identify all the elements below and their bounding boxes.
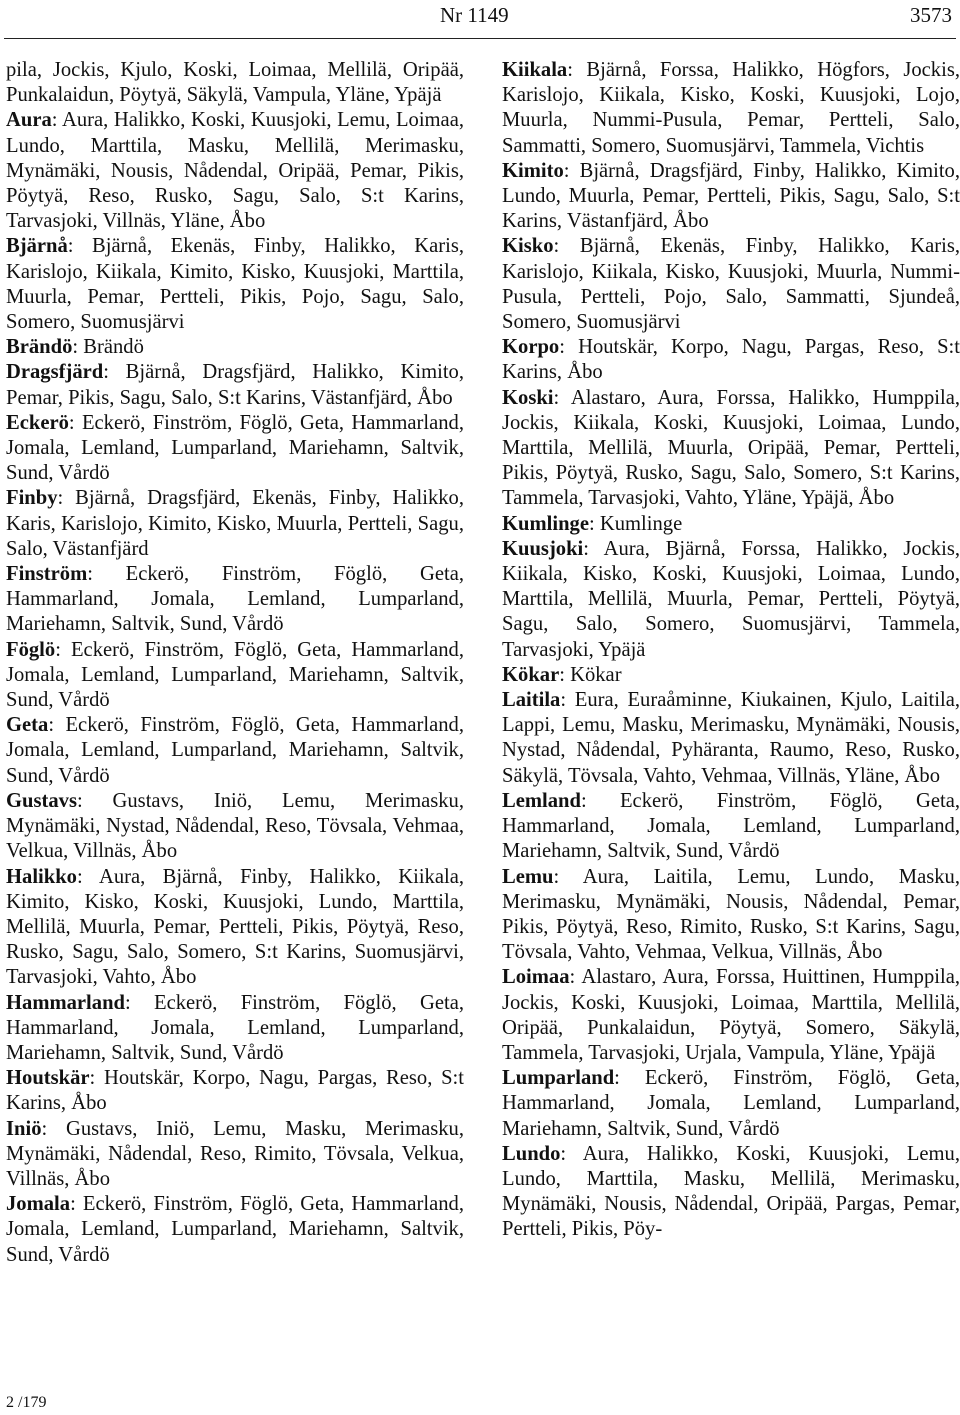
municipality-list: Kökar	[570, 663, 622, 686]
municipality-entry	[502, 1142, 960, 1243]
entry-separator: :	[560, 689, 575, 712]
municipality-entry	[502, 688, 960, 789]
entry-separator: :	[583, 537, 604, 560]
entry-separator: :	[125, 991, 154, 1014]
municipality-list: Alastaro, Aura, Forssa, Halikko, Humppila, Jockis, Kiikala, Koski, Kuusjoki, Loimaa, Lundo, Marttila, Mellilä, Muurla, Oripää, Pemar, Pertteli, Pikis, Pöytyä, Rusko, Sagu, Salo, Somero, S:t Karins, Tammela, Tarvasjoki, Vahto, Yläne, Ypäjä, Åbo	[502, 386, 960, 510]
municipality-name: Lundo	[502, 1142, 561, 1165]
entry-separator: :	[588, 512, 600, 535]
entry-separator: :	[569, 966, 582, 989]
municipality-entry	[6, 713, 464, 789]
municipality-list: Bjärnå, Dragsfjärd, Ekenäs, Finby, Halikko, Karis, Karislojo, Kimito, Kisko, Muurla, Pertteli, Sagu, Salo, Västanfjärd	[6, 487, 464, 560]
municipality-entry	[6, 789, 464, 865]
municipality-name: Kuusjoki	[502, 537, 584, 560]
municipality-list: Houtskär, Korpo, Nagu, Pargas, Reso, S:t Karins, Åbo	[6, 1067, 464, 1115]
municipality-list: Bjärnå, Ekenäs, Finby, Halikko, Karis, Karislojo, Kiikala, Kisko, Kuusjoki, Muurla, Nummi-Pusula, Pertteli, Pojo, Salo, Sammatti, Sjundeå, Somero, Suomusjärvi	[502, 235, 960, 334]
municipality-name: Kisko	[502, 235, 554, 258]
municipality-entry	[502, 663, 960, 688]
entry-separator: :	[41, 1117, 66, 1140]
entry-separator: :	[48, 714, 66, 737]
entry-separator: :	[76, 865, 99, 888]
municipality-name: Finström	[6, 563, 88, 586]
municipality-entry	[6, 335, 464, 360]
municipality-list: Bjärnå, Forssa, Halikko, Högfors, Jockis, Karislojo, Kiikala, Kisko, Koski, Kuusjoki, Lojo, Muurla, Nummi-Pusula, Pemar, Pertteli, Salo, Sammatti, Somero, Suomusjärvi, Tammela, Vichtis	[502, 59, 960, 157]
municipality-name: Kimito	[502, 159, 564, 182]
municipality-list: Aura, Bjärnå, Finby, Halikko, Kiikala, Kimito, Kisko, Koski, Kuusjoki, Lundo, Marttila, Mellilä, Muurla, Pemar, Pertteli, Pikis, Pöytyä, Reso, Rusko, Sagu, Salo, Somero, S:t Karins, Suomusjärvi, Tarvasjoki, Vahto, Åbo	[6, 865, 465, 989]
header-divider	[4, 38, 956, 39]
municipality-list: Aura, Laitila, Lemu, Lundo, Masku, Merimasku, Mynämäki, Nousis, Nådendal, Pemar, Pikis, Pöytyä, Reso, Rimito, Rusko, S:t Karins, Sagu, Tövsala, Vahto, Vehmaa, Velkua, Villnäs, Åbo	[502, 865, 960, 964]
entry-separator: :	[553, 235, 580, 258]
municipality-name: Eckerö	[6, 411, 69, 434]
entry-separator: :	[76, 789, 113, 812]
municipality-entry	[6, 1192, 464, 1268]
municipality-list: Alastaro, Aura, Forssa, Huittinen, Humppila, Jockis, Koski, Kuusjoki, Loimaa, Marttila, Mellilä, Oripää, Punkalaidun, Pöytyä, Somero, Säkylä, Tammela, Tarvasjoki, Urjala, Vampula, Yläne, Ypäjä	[502, 966, 960, 1064]
municipality-entry	[502, 159, 960, 235]
municipality-name: Korpo	[502, 336, 560, 359]
entry-separator: :	[51, 109, 62, 132]
municipality-entry	[502, 537, 960, 663]
entry-separator: :	[57, 487, 76, 510]
municipality-name: Iniö	[6, 1117, 42, 1140]
issue-number: Nr 1149	[440, 3, 509, 27]
municipality-name: Houtskär	[6, 1067, 90, 1090]
entry-separator: :	[559, 663, 571, 686]
municipality-list: Eckerö, Finström, Föglö, Geta, Hammarland, Jomala, Lemland, Lumparland, Mariehamn, Saltvik, Sund, Vårdö	[6, 563, 464, 636]
municipality-list: Aura, Halikko, Koski, Kuusjoki, Lemu, Loimaa, Lundo, Marttila, Masku, Mellilä, Merimasku, Mynämäki, Nousis, Nådendal, Oripää, Pemar, Pikis, Pöytyä, Reso, Rusko, Sagu, Salo, S:t Karins, Tarvasjoki, Villnäs, Yläne, Åbo	[6, 109, 464, 233]
municipality-entry	[6, 58, 464, 108]
municipality-list: Bjärnå, Dragsfjärd, Finby, Halikko, Kimito, Lundo, Muurla, Pemar, Pertteli, Pikis, Sagu, Salo, S:t Karins, Västanfjärd, Åbo	[502, 159, 960, 233]
municipality-entry	[502, 386, 960, 512]
municipality-name: Loimaa	[502, 966, 570, 989]
right-column	[502, 58, 960, 1243]
municipality-name: Kökar	[502, 663, 560, 686]
municipality-entry	[6, 486, 464, 562]
municipality-entry	[502, 789, 960, 865]
footer-page-ref: 2 /179	[6, 1394, 47, 1411]
municipality-list: Gustavs, Iniö, Lemu, Merimasku, Mynämäki, Nystad, Nådendal, Reso, Tövsala, Vehmaa, Velkua, Villnäs, Åbo	[6, 789, 464, 863]
municipality-entry	[502, 865, 960, 966]
municipality-entry	[6, 991, 464, 1067]
municipality-name: Geta	[6, 714, 49, 737]
entry-separator: :	[567, 59, 587, 81]
municipality-entry	[502, 335, 960, 385]
municipality-name: Föglö	[6, 638, 56, 661]
municipality-name: Jomala	[6, 1193, 71, 1216]
municipality-list: Eckerö, Finström, Föglö, Geta, Hammarland, Jomala, Lemland, Lumparland, Mariehamn, Saltvik, Sund, Vårdö	[502, 1067, 960, 1140]
municipality-entry	[6, 638, 464, 714]
entry-separator: :	[580, 789, 620, 812]
municipality-name: Lumparland	[502, 1067, 615, 1090]
entry-separator: :	[89, 1067, 105, 1090]
municipality-name: Aura	[6, 109, 52, 132]
municipality-name: Koski	[502, 386, 554, 409]
municipality-entry	[6, 411, 464, 487]
municipality-entry	[6, 865, 464, 991]
municipality-entry	[6, 1066, 464, 1116]
municipality-entry	[502, 512, 960, 537]
municipality-list: pila, Jockis, Kjulo, Koski, Loimaa, Mellilä, Oripää, Punkalaidun, Pöytyä, Säkylä, Vampula, Yläne, Ypäjä	[6, 59, 464, 107]
entry-separator: :	[87, 563, 126, 586]
municipality-name: Kumlinge	[502, 512, 589, 535]
municipality-name: Dragsfjärd	[6, 361, 104, 384]
municipality-name: Kiikala	[502, 59, 568, 81]
municipality-list: Bjärnå, Ekenäs, Finby, Halikko, Karis, Karislojo, Kiikala, Kimito, Kisko, Kuusjoki, Marttila, Muurla, Pemar, Pertteli, Pikis, Pojo, Sagu, Salo, Somero, Suomusjärvi	[6, 235, 464, 334]
municipality-list: Eckerö, Finström, Föglö, Geta, Hammarland, Jomala, Lemland, Lumparland, Mariehamn, Saltvik, Sund, Vårdö	[6, 991, 464, 1064]
municipality-list: Gustavs, Iniö, Lemu, Masku, Merimasku, Mynämäki, Nådendal, Reso, Rimito, Tövsala, Velkua, Villnäs, Åbo	[6, 1117, 464, 1190]
municipality-list: Eckerö, Finström, Föglö, Geta, Hammarland, Jomala, Lemland, Lumparland, Mariehamn, Saltvik, Sund, Vårdö	[6, 638, 464, 712]
municipality-name: Brändö	[6, 336, 73, 359]
municipality-entry	[502, 58, 960, 159]
entry-separator: :	[72, 336, 84, 359]
municipality-entry	[6, 234, 464, 335]
municipality-list: Bjärnå, Dragsfjärd, Halikko, Kimito, Pemar, Pikis, Sagu, Salo, S:t Karins, Västanfjärd, Åbo	[6, 361, 464, 409]
municipality-name: Halikko	[6, 865, 77, 888]
entry-separator: :	[103, 361, 126, 384]
municipality-name: Laitila	[502, 689, 561, 712]
entry-separator: :	[68, 411, 82, 434]
municipality-name: Lemland	[502, 789, 581, 812]
municipality-list: Kumlinge	[599, 512, 683, 535]
entry-separator: :	[553, 386, 571, 409]
municipality-entry	[502, 965, 960, 1066]
municipality-list: Eckerö, Finström, Föglö, Geta, Hammarland, Jomala, Lemland, Lumparland, Mariehamn, Saltvik, Sund, Vårdö	[502, 789, 960, 863]
entry-separator: :	[560, 1142, 583, 1165]
municipality-entry	[6, 108, 464, 234]
entry-separator: :	[67, 235, 93, 258]
municipality-list: Aura, Halikko, Koski, Kuusjoki, Lemu, Lundo, Marttila, Masku, Mellilä, Merimasku, Mynämäki, Nousis, Nådendal, Oripää, Pargas, Pemar, Pertteli, Pikis, Pöy-	[502, 1142, 960, 1241]
municipality-name: Finby	[6, 487, 58, 510]
municipality-list: Houtskär, Korpo, Nagu, Pargas, Reso, S:t Karins, Åbo	[502, 336, 960, 384]
municipality-entry	[502, 1066, 960, 1142]
municipality-entry	[6, 1117, 464, 1193]
municipality-entry	[6, 360, 464, 410]
entry-separator: :	[70, 1193, 83, 1216]
municipality-name: Bjärnå	[6, 235, 68, 258]
municipality-entry	[502, 234, 960, 335]
municipality-list: Brändö	[83, 336, 144, 359]
municipality-list: Eckerö, Finström, Föglö, Geta, Hammarland, Jomala, Lemland, Lumparland, Mariehamn, Saltvik, Sund, Vårdö	[6, 1193, 464, 1266]
municipality-name: Lemu	[502, 865, 554, 888]
municipality-entry	[6, 562, 464, 638]
entry-separator: :	[553, 865, 583, 888]
entry-separator: :	[614, 1067, 645, 1090]
municipality-name: Gustavs	[6, 789, 77, 812]
entry-separator: :	[559, 336, 579, 359]
left-column	[6, 58, 464, 1268]
municipality-name: Hammarland	[6, 991, 125, 1014]
municipality-list: Eckerö, Finström, Föglö, Geta, Hammarland, Jomala, Lemland, Lumparland, Mariehamn, Saltvik, Sund, Vårdö	[6, 714, 464, 787]
municipality-list: Eckerö, Finström, Föglö, Geta, Hammarland, Jomala, Lemland, Lumparland, Mariehamn, Saltvik, Sund, Vårdö	[6, 411, 464, 485]
municipality-list: Eura, Euraåminne, Kiukainen, Kjulo, Laitila, Lappi, Lemu, Masku, Merimasku, Mynämäki, Nousis, Nystad, Nådendal, Pyhäranta, Raumo, Reso, Rusko, Säkylä, Tövsala, Vahto, Vehmaa, Villnäs, Yläne, Åbo	[502, 689, 960, 787]
page-number: 3573	[910, 3, 952, 27]
entry-separator: :	[55, 638, 71, 661]
municipality-list: Aura, Bjärnå, Forssa, Halikko, Jockis, Kiikala, Kisko, Koski, Kuusjoki, Loimaa, Lundo, Marttila, Mellilä, Muurla, Pemar, Pertteli, Pöytyä, Sagu, Salo, Somero, Suomusjärvi, Tammela, Tarvasjoki, Ypäjä	[502, 537, 960, 661]
entry-separator: :	[563, 159, 580, 182]
